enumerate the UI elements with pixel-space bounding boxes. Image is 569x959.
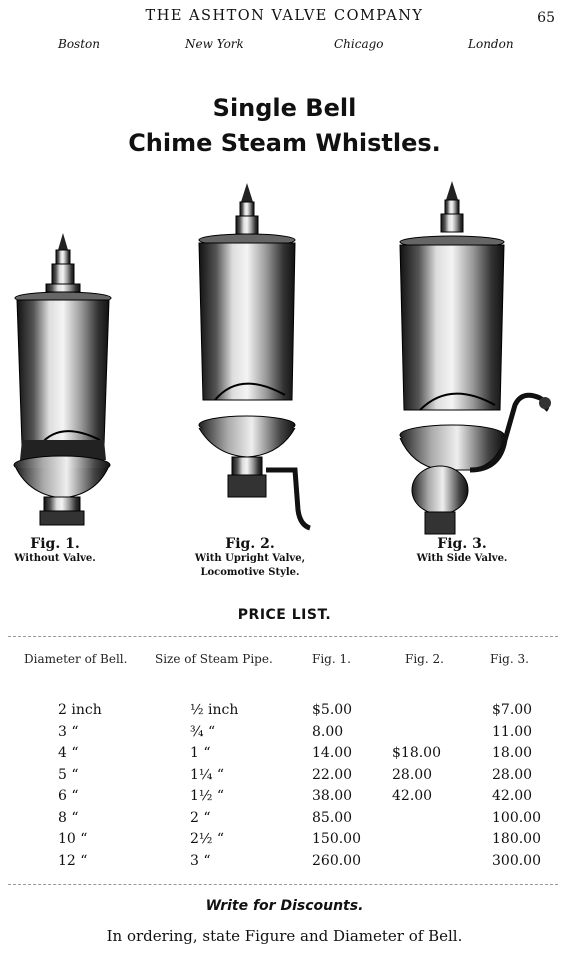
cell-pipe-size: 1½ “ — [190, 788, 225, 804]
title-line-1: Single Bell — [212, 94, 357, 122]
cell-fig-3-price: 18.00 — [492, 745, 533, 761]
city-new-york: New York — [185, 37, 244, 51]
figure-1-label: Fig. 1. — [30, 536, 80, 552]
figure-1-caption — [0, 536, 110, 566]
figure-1-description: Without Valve. — [14, 553, 96, 564]
table-bottom-rule — [8, 884, 558, 885]
cell-diameter: 5 “ — [58, 766, 79, 783]
cell-pipe-size: 1¼ “ — [190, 766, 225, 783]
cell-diameter: 12 “ — [58, 852, 88, 869]
cell-fig-1-price: 22.00 — [312, 766, 353, 783]
cell-fig-2-price: $18.00 — [392, 745, 441, 761]
city-boston: Boston — [58, 37, 100, 51]
cell-pipe-size: 1 “ — [190, 745, 211, 761]
cell-pipe-size: ¾ “ — [190, 723, 216, 740]
cell-fig-3-price: 11.00 — [492, 723, 533, 740]
table-top-rule — [8, 636, 558, 637]
figure-2-description-line-2: Locomotive Style. — [200, 567, 300, 578]
cell-fig-3-price: 42.00 — [492, 788, 533, 804]
cell-fig-1-price: 8.00 — [312, 723, 344, 740]
cell-pipe-size: 3 “ — [190, 852, 211, 869]
cell-fig-1-price: $5.00 — [312, 702, 353, 718]
write-for-discounts: Write for Discounts. — [205, 898, 364, 914]
cell-diameter: 4 “ — [58, 745, 79, 761]
figure-2-description-line-1: With Upright Valve, — [194, 553, 306, 564]
column-header-pipe-size: Size of Steam Pipe. — [155, 652, 273, 666]
cell-fig-2-price: 42.00 — [392, 788, 433, 804]
cell-fig-3-price: 100.00 — [492, 809, 541, 826]
cell-fig-1-price: 150.00 — [312, 831, 361, 847]
cell-fig-1-price: 260.00 — [312, 852, 361, 869]
figure-2-caption — [180, 536, 320, 580]
cell-pipe-size: 2 “ — [190, 809, 211, 826]
cell-fig-1-price: 14.00 — [312, 745, 353, 761]
cell-fig-3-price: 28.00 — [492, 766, 533, 783]
cell-fig-1-price: 38.00 — [312, 788, 353, 804]
column-header-diameter: Diameter of Bell. — [24, 652, 128, 666]
column-header-fig-1: Fig. 1. — [312, 652, 351, 666]
running-header-company: THE ASHTON VALVE COMPANY — [145, 8, 424, 24]
cell-diameter: 3 “ — [58, 723, 79, 740]
column-header-fig-2: Fig. 2. — [405, 652, 444, 666]
figure-2-label: Fig. 2. — [225, 536, 275, 552]
title-line-2: Chime Steam Whistles. — [128, 129, 441, 157]
cell-pipe-size: 2½ “ — [190, 831, 225, 847]
cell-diameter: 2 inch — [58, 702, 102, 718]
cell-fig-3-price: 180.00 — [492, 831, 541, 847]
cell-fig-3-price: $7.00 — [492, 702, 533, 718]
figure-3-label: Fig. 3. — [437, 536, 487, 552]
city-london: London — [468, 37, 514, 51]
cell-fig-1-price: 85.00 — [312, 809, 353, 826]
ordering-instructions: In ordering, state Figure and Diameter of Bell. — [106, 927, 463, 945]
page-number: 65 — [537, 10, 555, 26]
cell-fig-2-price: 28.00 — [392, 766, 433, 783]
column-header-fig-3: Fig. 3. — [490, 652, 529, 666]
cell-diameter: 6 “ — [58, 788, 79, 804]
cell-diameter: 10 “ — [58, 831, 88, 847]
cell-fig-3-price: 300.00 — [492, 852, 541, 869]
cell-diameter: 8 “ — [58, 809, 79, 826]
figure-3-caption — [392, 536, 532, 566]
cell-pipe-size: ½ inch — [190, 702, 239, 718]
price-list-heading: PRICE LIST. — [237, 607, 332, 623]
figure-3-description: With Side Valve. — [416, 553, 508, 564]
city-chicago: Chicago — [334, 37, 384, 51]
